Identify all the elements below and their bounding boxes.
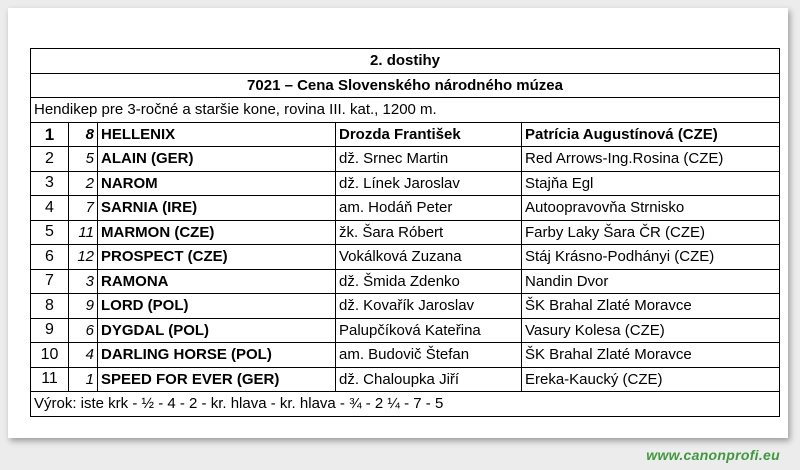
table-row bbox=[31, 367, 780, 392]
horse-name: DARLING HORSE (POL) bbox=[98, 343, 336, 368]
owner-name: Autoopravovňa Strnisko bbox=[522, 196, 780, 221]
jockey-name: dž. Kovařík Jaroslav bbox=[336, 294, 522, 319]
jockey-name: Drozda František bbox=[336, 122, 522, 147]
finish-position: 9 bbox=[31, 318, 69, 343]
jockey-name: Palupčíková Kateřina bbox=[336, 318, 522, 343]
table-row bbox=[31, 171, 780, 196]
table-row bbox=[31, 220, 780, 245]
race-conditions: Hendikep pre 3-ročné a staršie kone, rovina III. kat., 1200 m. bbox=[31, 98, 780, 123]
finish-position: 5 bbox=[31, 220, 69, 245]
horse-name: DYGDAL (POL) bbox=[98, 318, 336, 343]
table-row bbox=[31, 147, 780, 172]
owner-name: Vasury Kolesa (CZE) bbox=[522, 318, 780, 343]
horse-name: LORD (POL) bbox=[98, 294, 336, 319]
jockey-name: Vokálková Zuzana bbox=[336, 245, 522, 270]
owner-name: Nandin Dvor bbox=[522, 269, 780, 294]
table-row bbox=[31, 318, 780, 343]
race-results-table bbox=[30, 48, 780, 417]
horse-name: PROSPECT (CZE) bbox=[98, 245, 336, 270]
document-sheet bbox=[8, 8, 788, 438]
horse-name: HELLENIX bbox=[98, 122, 336, 147]
start-number: 7 bbox=[69, 196, 98, 221]
finish-position: 11 bbox=[31, 367, 69, 392]
start-number: 9 bbox=[69, 294, 98, 319]
jockey-name: dž. Línek Jaroslav bbox=[336, 171, 522, 196]
owner-name: Farby Laky Šara ČR (CZE) bbox=[522, 220, 780, 245]
start-number: 3 bbox=[69, 269, 98, 294]
horse-name: RAMONA bbox=[98, 269, 336, 294]
conditions-row bbox=[31, 98, 780, 123]
title-row bbox=[31, 49, 780, 74]
horse-name: SPEED FOR EVER (GER) bbox=[98, 367, 336, 392]
start-number: 8 bbox=[69, 122, 98, 147]
horse-name: ALAIN (GER) bbox=[98, 147, 336, 172]
jockey-name: dž. Šmida Zdenko bbox=[336, 269, 522, 294]
table-row bbox=[31, 245, 780, 270]
finish-position: 10 bbox=[31, 343, 69, 368]
finish-position: 6 bbox=[31, 245, 69, 270]
table-row bbox=[31, 196, 780, 221]
owner-name: Ereka-Kaucký (CZE) bbox=[522, 367, 780, 392]
margins-row bbox=[31, 392, 780, 417]
owner-name: ŠK Brahal Zlaté Moravce bbox=[522, 294, 780, 319]
finish-position: 1 bbox=[31, 122, 69, 147]
watermark-text: www.canonprofi.eu bbox=[646, 447, 780, 463]
race-name: 7021 – Cena Slovenského národného múzea bbox=[31, 73, 780, 98]
finish-margins: Výrok: iste krk - ½ - 4 - 2 - kr. hlava - kr. hlava - ¾ - 2 ¼ - 7 - 5 bbox=[31, 392, 780, 417]
owner-name: Red Arrows-Ing.Rosina (CZE) bbox=[522, 147, 780, 172]
table-row bbox=[31, 269, 780, 294]
owner-name: ŠK Brahal Zlaté Moravce bbox=[522, 343, 780, 368]
start-number: 6 bbox=[69, 318, 98, 343]
owner-name: Stáj Krásno-Podhányi (CZE) bbox=[522, 245, 780, 270]
race-name-row bbox=[31, 73, 780, 98]
jockey-name: dž. Chaloupka Jiří bbox=[336, 367, 522, 392]
horse-name: SARNIA (IRE) bbox=[98, 196, 336, 221]
race-day-title: 2. dostihy bbox=[31, 49, 780, 74]
horse-name: MARMON (CZE) bbox=[98, 220, 336, 245]
jockey-name: žk. Šara Róbert bbox=[336, 220, 522, 245]
start-number: 4 bbox=[69, 343, 98, 368]
horse-name: NAROM bbox=[98, 171, 336, 196]
jockey-name: dž. Srnec Martin bbox=[336, 147, 522, 172]
finish-position: 7 bbox=[31, 269, 69, 294]
start-number: 1 bbox=[69, 367, 98, 392]
table-row bbox=[31, 122, 780, 147]
jockey-name: am. Budovič Štefan bbox=[336, 343, 522, 368]
finish-position: 2 bbox=[31, 147, 69, 172]
table-row bbox=[31, 343, 780, 368]
finish-position: 8 bbox=[31, 294, 69, 319]
jockey-name: am. Hodáň Peter bbox=[336, 196, 522, 221]
start-number: 11 bbox=[69, 220, 98, 245]
start-number: 5 bbox=[69, 147, 98, 172]
finish-position: 4 bbox=[31, 196, 69, 221]
table-row bbox=[31, 294, 780, 319]
start-number: 12 bbox=[69, 245, 98, 270]
start-number: 2 bbox=[69, 171, 98, 196]
owner-name: Stajňa Egl bbox=[522, 171, 780, 196]
owner-name: Patrícia Augustínová (CZE) bbox=[522, 122, 780, 147]
finish-position: 3 bbox=[31, 171, 69, 196]
